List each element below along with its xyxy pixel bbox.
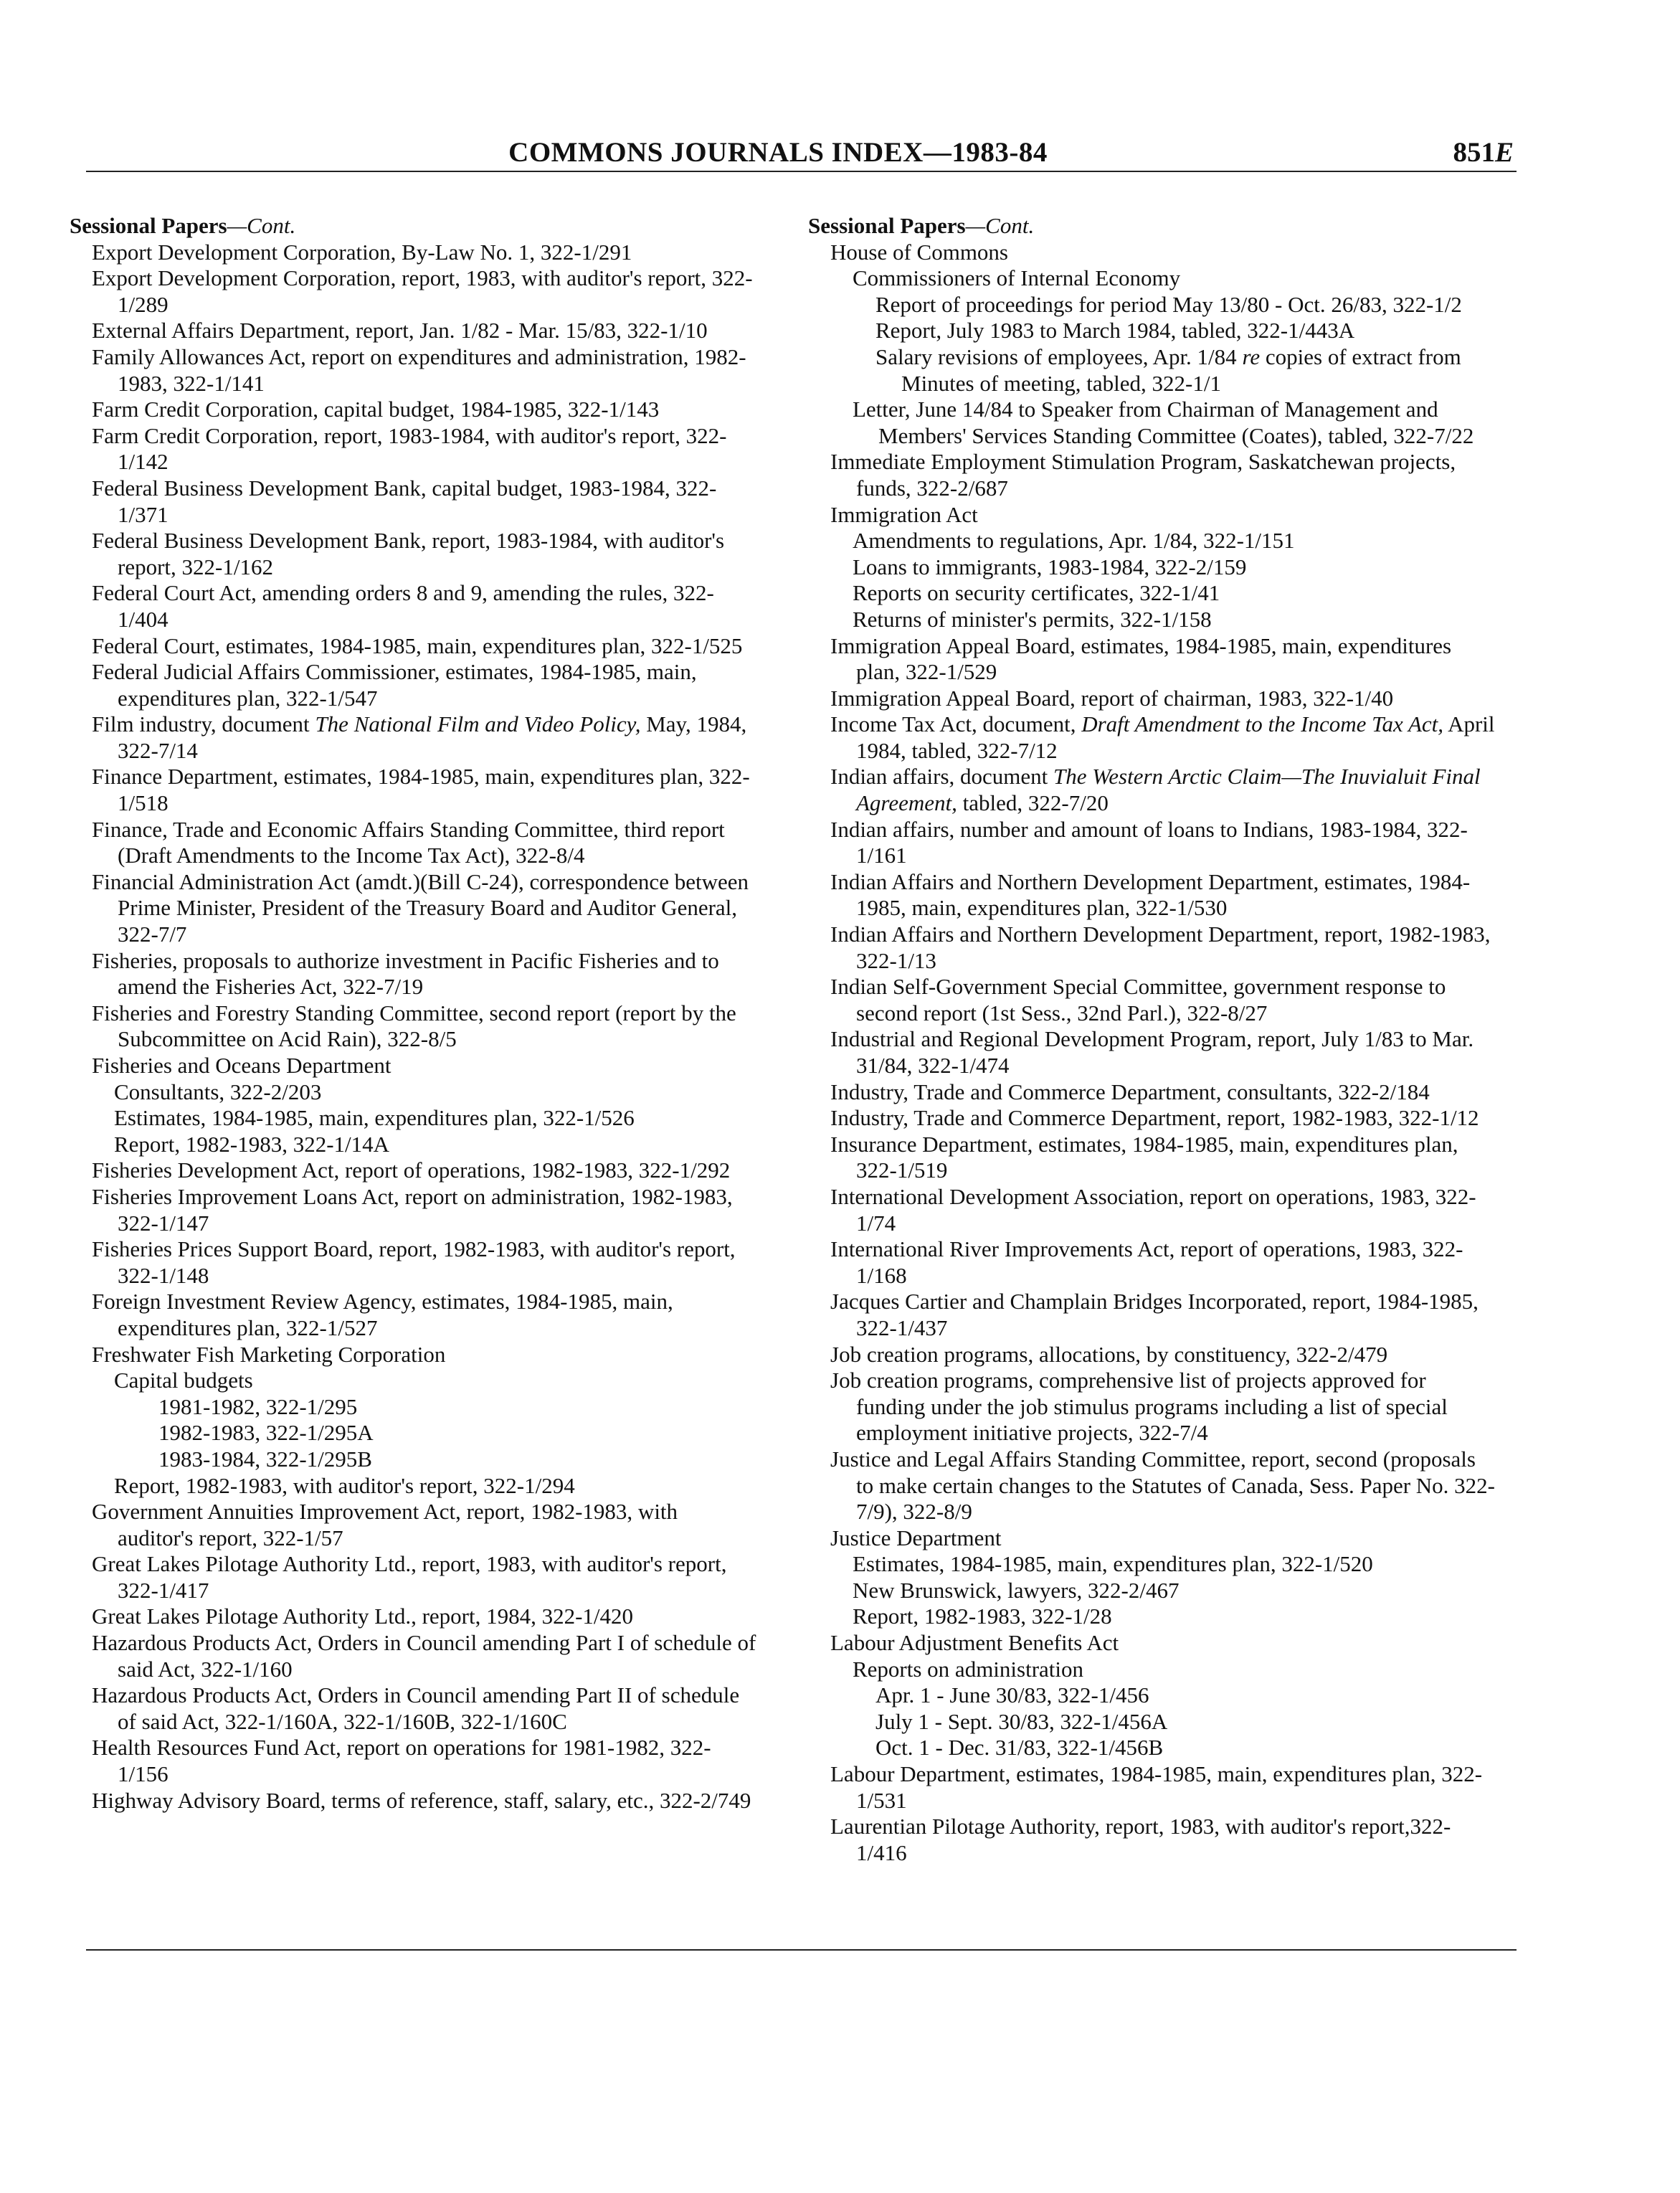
index-entry: Fisheries Improvement Loans Act, report on administration, 1982-1983, 322-1/147 [92,1183,733,1236]
index-entry: Report, 1982-1983, 322-1/14A [114,1131,390,1157]
index-entry: Fisheries Prices Support Board, report, 1982-1983, with auditor's report, 322-1/148 [92,1236,736,1288]
index-entry: Indian affairs, number and amount of loans to Indians, 1983-1984, 322-1/161 [830,816,1468,868]
right-column [808,213,1496,1866]
index-entry [808,711,1496,764]
index-entry: Immediate Employment Stimulation Program, Saskatchewan projects, funds, 322-2/687 [830,449,1456,501]
index-entry: Fisheries and Oceans Department [92,1053,391,1078]
index-entry: Industry, Trade and Commerce Department, report, 1982-1983, 322-1/12 [830,1105,1479,1131]
column-heading [808,213,1496,240]
entry-text-before: Income Tax Act, document, [830,711,1082,737]
index-entry: Federal Business Development Bank, capital budget, 1983-1984, 322-1/371 [92,475,717,527]
footer-rule [86,1949,1517,1951]
heading-text: Sessional Papers [808,213,966,238]
entry-text-italic: re [1242,344,1261,369]
index-entry: Reports on security certificates, 322-1/41 [853,580,1220,606]
index-entry: Estimates, 1984-1985, main, expenditures plan, 322-1/526 [114,1105,635,1131]
entry-text-after: tabled, 322-7/20 [957,790,1109,816]
index-entry: Industrial and Regional Development Program, report, July 1/83 to Mar. 31/84, 322-1/474 [830,1026,1474,1078]
index-entry: 1982-1983, 322-1/295A [158,1420,374,1446]
index-entry: Freshwater Fish Marketing Corporation [92,1341,446,1367]
entry-text-italic: The Western Arctic Claim—The Inuvialuit Final Agreement, [856,764,1481,816]
index-entry: Export Development Corporation, report, 1983, with auditor's report, 322-1/289 [92,265,753,317]
index-entry: Job creation programs, allocations, by constituency, 322-2/479 [830,1341,1388,1367]
index-entry: Industry, Trade and Commerce Department, consultants, 322-2/184 [830,1079,1430,1104]
index-entry: Financial Administration Act (amdt.)(Bill C-24), correspondence between Prime Minister, President of the Treasury Board and Auditor General, 322-7/7 [92,868,749,947]
index-entry [70,711,758,764]
index-entry: Health Resources Fund Act, report on operations for 1981-1982, 322-1/156 [92,1735,711,1787]
index-entry: Justice and Legal Affairs Standing Committee, report, second (proposals to make certain changes to the Statutes of Canada, Sess. Paper No. 322-7/9), 322-8/9 [830,1446,1496,1525]
index-entry: Report, 1982-1983, with auditor's report, 322-1/294 [114,1472,575,1498]
index-entry: International Development Association, report on operations, 1983, 322-1/74 [830,1183,1476,1236]
heading-cont: —Cont. [227,213,296,238]
page-number-value: 851 [1453,137,1495,168]
index-entry: Indian Affairs and Northern Development Department, report, 1982-1983, 322-1/13 [830,922,1491,973]
index-entry: Labour Department, estimates, 1984-1985, main, expenditures plan, 322-1/531 [830,1761,1483,1813]
index-entry: 1981-1982, 322-1/295 [158,1393,358,1419]
index-entry: Federal Judicial Affairs Commissioner, estimates, 1984-1985, main, expenditures plan, 322-1/547 [92,659,697,711]
entry-text-after: copies of extract from Minutes of meeting, tabled, 322-1/1 [901,344,1461,396]
entry-text-after: April 1984, tabled, 322-7/12 [856,711,1495,763]
index-entry: Farm Credit Corporation, report, 1983-1984, with auditor's report, 322-1/142 [92,422,727,475]
index-entry: Justice Department [830,1525,1002,1550]
index-entry: Indian Self-Government Special Committee, government response to second report (1st Sess., 32nd Parl.), 322-8/27 [830,974,1446,1026]
right-entries-list [808,240,1496,1867]
column-heading [70,213,758,240]
index-entry: Immigration Act [830,501,978,527]
index-entry: Federal Business Development Bank, report, 1983-1984, with auditor's report, 322-1/162 [92,528,725,579]
index-entry: Estimates, 1984-1985, main, expenditures plan, 322-1/520 [853,1551,1373,1577]
index-entry: Letter, June 14/84 to Speaker from Chairman of Management and Members' Services Standing Committee (Coates), tabled, 322-7/22 [853,397,1474,448]
index-entry: Finance, Trade and Economic Affairs Standing Committee, third report (Draft Amendments to the Income Tax Act), 322-8/4 [92,816,725,868]
index-entry: Capital budgets [114,1368,253,1393]
header-rule [86,171,1517,172]
index-entry: Foreign Investment Review Agency, estimates, 1984-1985, main, expenditures plan, 322-1/527 [92,1289,673,1340]
entry-text-before: Film industry, document [92,711,315,737]
index-entry: Laurentian Pilotage Authority, report, 1983, with auditor's report,322-1/416 [830,1814,1451,1865]
index-entry: Immigration Appeal Board, estimates, 1984-1985, main, expenditures plan, 322-1/529 [830,633,1452,685]
index-entry: Labour Adjustment Benefits Act [830,1630,1119,1656]
index-entry [808,344,1496,397]
index-entry: Great Lakes Pilotage Authority Ltd., report, 1984, 322-1/420 [92,1604,634,1629]
entry-text-after: May, 1984, 322-7/14 [118,711,747,763]
index-entry: Immigration Appeal Board, report of chairman, 1983, 322-1/40 [830,685,1394,711]
index-entry: Amendments to regulations, Apr. 1/84, 322-1/151 [853,528,1295,554]
index-entry: Insurance Department, estimates, 1984-1985, main, expenditures plan, 322-1/519 [830,1131,1458,1183]
index-entry: Returns of minister's permits, 322-1/158 [853,606,1212,632]
index-entry: Federal Court Act, amending orders 8 and 9, amending the rules, 322-1/404 [92,580,714,632]
index-entry: Report of proceedings for period May 13/80 - Oct. 26/83, 322-1/2 [875,291,1462,317]
index-entry: Highway Advisory Board, terms of reference, staff, salary, etc., 322-2/749 [92,1787,751,1813]
heading-cont: —Cont. [965,213,1035,238]
index-entry: Indian Affairs and Northern Development Department, estimates, 1984-1985, main, expenditures plan, 322-1/530 [830,868,1471,921]
page-header-title: COMMONS JOURNALS INDEX—1983-84 [508,137,1048,168]
index-entry: External Affairs Department, report, Jan. 1/82 - Mar. 15/83, 322-1/10 [92,318,708,344]
index-entry: International River Improvements Act, report of operations, 1983, 322-1/168 [830,1236,1463,1288]
index-entry: Fisheries, proposals to authorize investment in Pacific Fisheries and to amend the Fisheries Act, 322-7/19 [92,947,719,1000]
entry-text-italic: Draft Amendment to the Income Tax Act, [1081,711,1444,737]
index-entry: Hazardous Products Act, Orders in Council amending Part I of schedule of said Act, 322-1/160 [92,1630,756,1682]
index-entry: Jacques Cartier and Champlain Bridges Incorporated, report, 1984-1985, 322-1/437 [830,1289,1479,1340]
index-entry: Commissioners of Internal Economy [853,265,1181,291]
index-entry: Report, July 1983 to March 1984, tabled, 322-1/443A [875,318,1355,344]
entry-text-italic: The National Film and Video Policy, [315,711,641,737]
index-entry: Finance Department, estimates, 1984-1985, main, expenditures plan, 322-1/518 [92,764,750,816]
entry-text-before: Indian affairs, document [830,764,1054,790]
index-entry: Loans to immigrants, 1983-1984, 322-2/159 [853,554,1247,579]
index-entry: Reports on administration [853,1656,1084,1682]
index-entry: Farm Credit Corporation, capital budget, 1984-1985, 322-1/143 [92,397,660,422]
index-entry: Fisheries Development Act, report of operations, 1982-1983, 322-1/292 [92,1157,731,1183]
index-entry: Fisheries and Forestry Standing Committee, second report (report by the Subcommittee on Acid Rain), 322-8/5 [92,1000,736,1052]
page-number-suffix: E [1494,137,1514,168]
page-number [1453,136,1514,169]
index-entry: Export Development Corporation, By-Law No. 1, 322-1/291 [92,239,632,265]
left-column [70,213,758,1814]
index-entry: House of Commons [830,239,1008,265]
index-entry: Family Allowances Act, report on expenditures and administration, 1982-1983, 322-1/141 [92,344,746,396]
index-entry: 1983-1984, 322-1/295B [158,1446,372,1472]
index-entry: Report, 1982-1983, 322-1/28 [853,1604,1112,1629]
index-entry: Hazardous Products Act, Orders in Council amending Part II of schedule of said Act, 322-1/160A, 322-1/160B, 322-1/160C [92,1682,740,1734]
index-entry: Federal Court, estimates, 1984-1985, main, expenditures plan, 322-1/525 [92,633,743,658]
index-entry [808,764,1496,816]
index-entry: Oct. 1 - Dec. 31/83, 322-1/456B [875,1735,1164,1761]
index-entry: Government Annuities Improvement Act, report, 1982-1983, with auditor's report, 322-1/57 [92,1499,678,1550]
index-entry: July 1 - Sept. 30/83, 322-1/456A [875,1708,1168,1734]
index-entry: Great Lakes Pilotage Authority Ltd., report, 1983, with auditor's report, 322-1/417 [92,1551,727,1603]
left-entries-list [70,240,758,1814]
index-entry: Apr. 1 - June 30/83, 322-1/456 [875,1682,1149,1708]
index-entry: Consultants, 322-2/203 [114,1079,322,1104]
heading-text: Sessional Papers [70,213,227,238]
entry-text-before: Salary revisions of employees, Apr. 1/84 [875,344,1243,369]
index-entry: New Brunswick, lawyers, 322-2/467 [853,1577,1180,1603]
index-entry: Job creation programs, comprehensive list of projects approved for funding under the job stimulus programs including a list of special employment initiative projects, 322-7/4 [830,1368,1448,1446]
